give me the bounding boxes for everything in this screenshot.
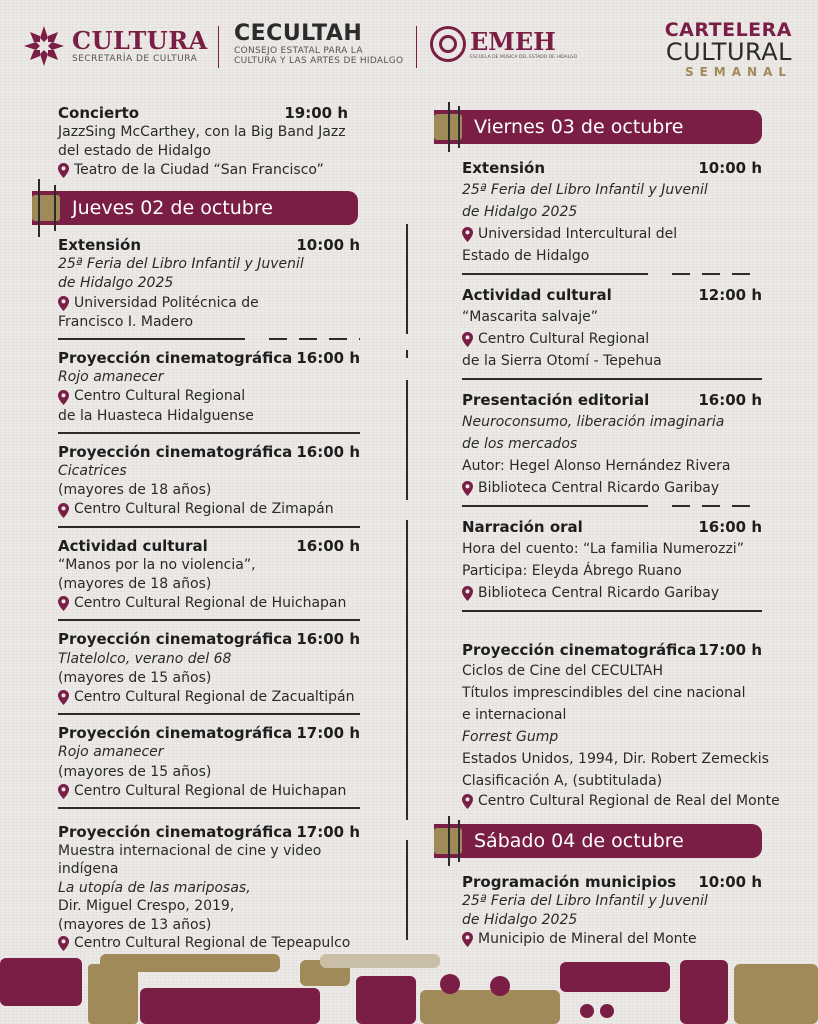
event-place: de la Sierra Otomí - Tepehua xyxy=(462,353,662,369)
event-line: “Mascarita salvaje” xyxy=(462,309,599,325)
day-label: Sábado 04 de octubre xyxy=(474,830,684,852)
event-line: (mayores de 13 años) xyxy=(58,916,212,933)
day-banner-jueves xyxy=(32,191,358,225)
event-title: Neuroconsumo, liberación imaginaria xyxy=(462,414,725,430)
day-banner-viernes xyxy=(434,110,762,144)
location-pin-icon xyxy=(58,296,69,311)
event-title: 25ª Feria del Libro Infantil y Juvenil xyxy=(58,256,304,273)
cecultah-title: CECULTAH xyxy=(234,21,363,46)
cecultah-logo xyxy=(234,22,403,66)
right-saturday-event xyxy=(462,873,762,949)
event-place: Biblioteca Central Ricardo Garibay xyxy=(478,480,720,496)
column-divider xyxy=(406,840,408,940)
event-type: Proyección cinematográfica xyxy=(58,349,293,368)
event-type: Extensión xyxy=(462,159,545,177)
event-title: Cicatrices xyxy=(58,463,127,480)
cultural-word: CULTURAL xyxy=(665,38,792,66)
event-line: indígena xyxy=(58,861,119,877)
event-item xyxy=(58,443,360,520)
footer-decoration xyxy=(0,954,818,1024)
cultura-title: CULTURA xyxy=(72,26,208,55)
location-pin-icon xyxy=(58,163,69,178)
event-divider xyxy=(58,807,360,809)
day-label: Jueves 02 de octubre xyxy=(72,197,273,219)
event-time: 16:00 h xyxy=(698,518,762,536)
event-time: 19:00 h xyxy=(284,104,348,122)
event-type: Proyección cinematográfica xyxy=(58,630,293,649)
event-divider xyxy=(462,505,762,507)
event-divider xyxy=(462,610,762,612)
event-type: Concierto xyxy=(58,104,140,122)
event-place: Centro Cultural Regional de Real del Monte xyxy=(478,793,780,809)
event-line: Autor: Hegel Alonso Hernández Rivera xyxy=(462,458,731,474)
cartelera-title xyxy=(665,20,792,80)
day-label: Viernes 03 de octubre xyxy=(474,116,684,138)
event-title: Rojo amanecer xyxy=(58,369,164,386)
event-title: Forrest Gump xyxy=(462,729,559,745)
event-time: 10:00 h xyxy=(698,873,762,891)
event-place: Centro Cultural Regional xyxy=(74,388,246,405)
event-type: Proyección cinematográfica xyxy=(462,641,697,659)
left-last-event xyxy=(58,823,360,953)
event-type: Actividad cultural xyxy=(462,286,612,304)
event-time: 17:00 h xyxy=(296,823,360,841)
header-separator xyxy=(218,26,219,68)
cecultah-subtitle-1: CONSEJO ESTATAL PARA LA xyxy=(234,46,363,56)
event-item xyxy=(58,630,360,707)
emeh-subtitle: ESCUELA DE MÚSICA DEL ESTADO DE HIDALGO xyxy=(470,54,578,60)
event-item xyxy=(462,157,762,267)
event-time: 17:00 h xyxy=(296,724,360,743)
column-divider xyxy=(406,350,408,358)
event-place: Francisco I. Madero xyxy=(58,313,194,330)
emeh-circle-icon xyxy=(430,26,466,62)
event-time: 10:00 h xyxy=(698,159,762,177)
event-divider xyxy=(58,713,360,715)
event-type: Proyección cinematográfica xyxy=(58,442,293,461)
event-type: Proyección cinematográfica xyxy=(58,823,293,841)
event-line: “Manos por la no violencia”, xyxy=(58,556,256,573)
event-place: Municipio de Mineral del Monte xyxy=(478,931,697,947)
location-pin-icon xyxy=(462,586,473,601)
event-item xyxy=(462,389,762,499)
event-item xyxy=(462,516,762,604)
event-place: Estado de Hidalgo xyxy=(462,248,590,264)
cartelera-word: CARTELERA xyxy=(664,19,792,41)
event-title: Tlatelolco, verano del 68 xyxy=(58,650,232,667)
event-time: 16:00 h xyxy=(296,349,360,368)
location-pin-icon xyxy=(58,690,69,705)
event-line: del estado de Hidalgo xyxy=(58,143,211,159)
day-banner-sabado xyxy=(434,824,762,858)
location-pin-icon xyxy=(462,481,473,496)
event-title: La utopía de las mariposas, xyxy=(58,879,251,896)
event-type: Extensión xyxy=(58,236,141,254)
location-pin-icon xyxy=(462,932,473,947)
event-place: Centro Cultural Regional de Zacualtipán xyxy=(74,689,355,706)
cultura-star-icon xyxy=(22,24,66,68)
event-item xyxy=(462,284,762,372)
event-type: Actividad cultural xyxy=(58,536,208,555)
event-time: 12:00 h xyxy=(698,286,762,304)
event-line: (mayores de 18 años) xyxy=(58,482,212,499)
event-title: de Hidalgo 2025 xyxy=(462,204,578,220)
location-pin-icon xyxy=(58,936,69,951)
event-place: Centro Cultural Regional de Zimapán xyxy=(74,501,334,518)
event-place: Centro Cultural Regional de Tepeapulco xyxy=(74,935,351,951)
event-type: Programación municipios xyxy=(462,873,677,891)
event-place: Universidad Intercultural del xyxy=(478,226,678,242)
header-separator xyxy=(416,26,417,68)
event-line: e internacional xyxy=(462,707,567,723)
emeh-logo xyxy=(430,26,577,62)
event-line: Dir. Miguel Crespo, 2019, xyxy=(58,898,235,914)
event-line: (mayores de 18 años) xyxy=(58,576,212,593)
semanal-word: SEMANAL xyxy=(684,65,792,79)
cecultah-subtitle-2: CULTURA Y LAS ARTES DE HIDALGO xyxy=(234,56,404,66)
event-line: JazzSing McCarthey, con la Big Band Jazz xyxy=(58,124,346,140)
event-line: Títulos imprescindibles del cine nacional xyxy=(462,685,746,701)
emeh-title: EMEH xyxy=(470,26,556,56)
event-item xyxy=(58,724,360,801)
event-place: Centro Cultural Regional de Huichapan xyxy=(74,595,347,612)
event-place: Centro Cultural Regional de Huichapan xyxy=(74,782,347,799)
event-line: Estados Unidos, 1994, Dir. Robert Zemeckis xyxy=(462,751,769,767)
column-divider xyxy=(406,380,408,500)
location-pin-icon xyxy=(58,390,69,405)
event-title: Rojo amanecer xyxy=(58,744,164,761)
location-pin-icon xyxy=(462,332,473,347)
event-divider xyxy=(58,338,360,340)
cultura-logo xyxy=(22,24,208,68)
location-pin-icon xyxy=(58,503,69,518)
right-cine-event xyxy=(462,641,780,811)
event-type: Presentación editorial xyxy=(462,391,650,409)
event-line: (mayores de 15 años) xyxy=(58,763,212,780)
event-line: Ciclos de Cine del CECULTAH xyxy=(462,663,664,679)
event-line: (mayores de 15 años) xyxy=(58,669,212,686)
event-time: 10:00 h xyxy=(296,236,360,254)
event-line: Hora del cuento: “La familia Numerozzi” xyxy=(462,541,744,557)
event-divider xyxy=(58,619,360,621)
event-place: Centro Cultural Regional xyxy=(478,331,650,347)
event-title: 25ª Feria del Libro Infantil y Juvenil xyxy=(462,182,708,198)
event-line: Muestra internacional de cine y video xyxy=(58,842,322,859)
column-divider xyxy=(406,520,408,820)
event-divider xyxy=(462,378,762,380)
header xyxy=(0,14,818,84)
event-type: Proyección cinematográfica xyxy=(58,724,293,743)
cultura-subtitle: SECRETARÍA DE CULTURA xyxy=(72,54,198,64)
event-place: Biblioteca Central Ricardo Garibay xyxy=(478,585,720,601)
event-divider xyxy=(462,273,762,275)
event-place: Universidad Politécnica de xyxy=(74,294,259,311)
event-line: Participa: Eleyda Ábrego Ruano xyxy=(462,563,682,579)
event-divider xyxy=(58,526,360,528)
event-place: de la Huasteca Hidalguense xyxy=(58,407,254,424)
event-title: de Hidalgo 2025 xyxy=(58,275,174,292)
event-title: de los mercados xyxy=(462,436,578,452)
event-divider xyxy=(58,432,360,434)
event-type: Narración oral xyxy=(462,518,583,536)
event-place: Teatro de la Ciudad “San Francisco” xyxy=(74,162,324,178)
left-top-event xyxy=(58,104,348,180)
event-time: 16:00 h xyxy=(296,630,360,649)
location-pin-icon xyxy=(58,596,69,611)
event-time: 17:00 h xyxy=(698,641,762,659)
event-item xyxy=(58,236,360,332)
location-pin-icon xyxy=(462,227,473,242)
event-line: Clasificación A, (subtitulada) xyxy=(462,773,663,789)
event-time: 16:00 h xyxy=(296,442,360,461)
location-pin-icon xyxy=(462,794,473,809)
column-divider xyxy=(406,224,408,334)
right-event-list xyxy=(462,157,762,621)
left-event-list xyxy=(58,236,360,818)
event-title: de Hidalgo 2025 xyxy=(462,912,578,928)
event-title: 25ª Feria del Libro Infantil y Juvenil xyxy=(462,893,708,909)
location-pin-icon xyxy=(58,784,69,799)
event-time: 16:00 h xyxy=(296,536,360,555)
event-item xyxy=(58,349,360,426)
event-item xyxy=(58,537,360,614)
event-time: 16:00 h xyxy=(698,391,762,409)
